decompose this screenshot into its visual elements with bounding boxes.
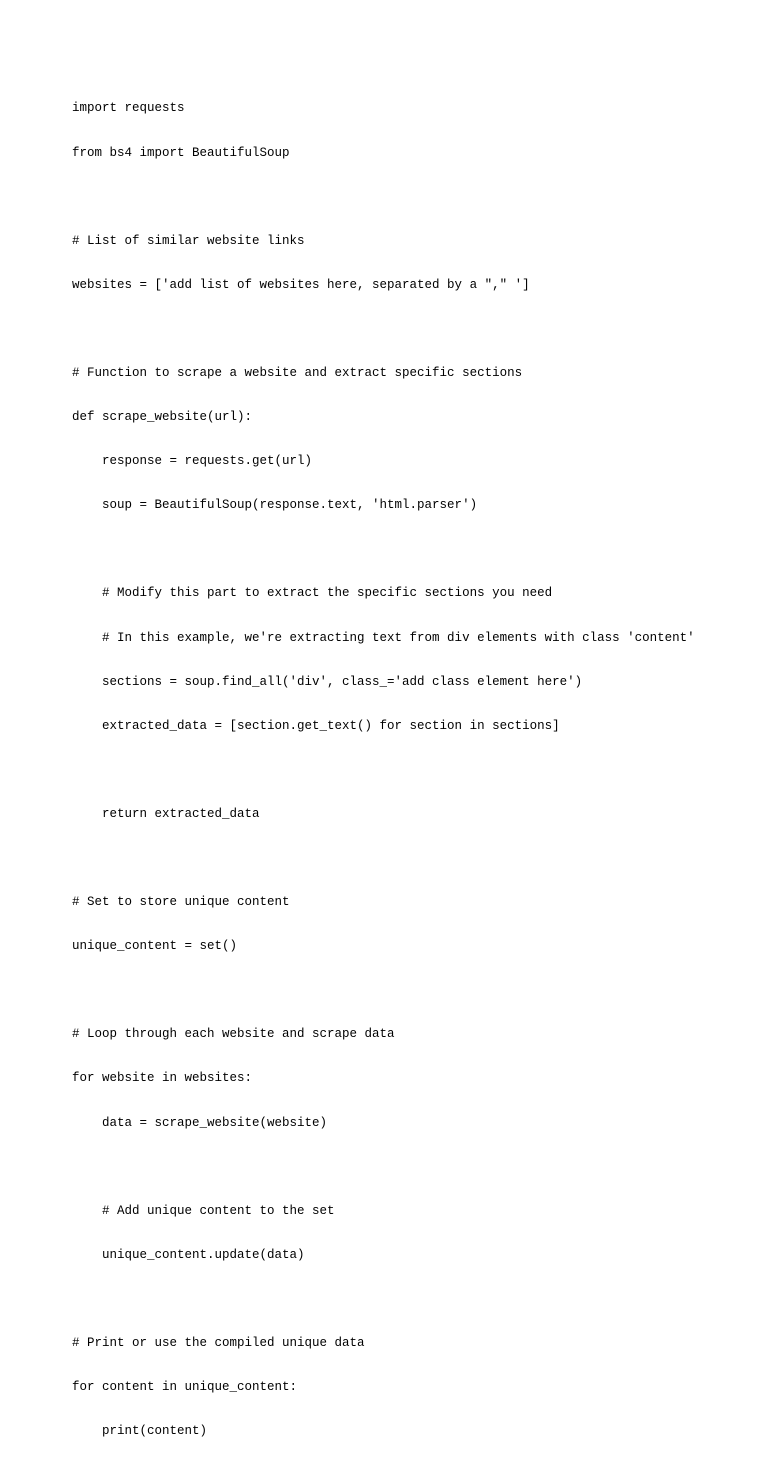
code-line: unique_content = set() — [72, 939, 238, 954]
code-line: def scrape_website(url): — [72, 410, 253, 425]
code-line — [72, 190, 695, 205]
code-line: return extracted_data — [72, 806, 260, 821]
code-line: websites = ['add list of websites here, separated by a "," '] — [72, 277, 530, 292]
code-line — [72, 851, 695, 866]
code-line — [72, 983, 695, 998]
code-line — [72, 1160, 695, 1175]
code-line — [72, 1292, 695, 1307]
code-line: soup = BeautifulSoup(response.text, 'html.parser') — [72, 498, 478, 513]
code-line: for content in unique_content: — [72, 1380, 298, 1395]
code-line: # Loop through each website and scrape data — [72, 1027, 395, 1042]
code-line: # Function to scrape a website and extract specific sections — [72, 365, 523, 380]
code-line: data = scrape_website(website) — [72, 1115, 328, 1130]
code-line: from bs4 import BeautifulSoup — [72, 145, 290, 160]
code-line — [72, 322, 695, 337]
code-line: unique_content.update(data) — [72, 1247, 305, 1262]
code-line: print(content) — [72, 1424, 208, 1439]
code-line: sections = soup.find_all('div', class_='add class element here') — [72, 674, 583, 689]
code-block — [72, 72, 695, 1468]
code-line: # Add unique content to the set — [72, 1203, 335, 1218]
code-line: response = requests.get(url) — [72, 454, 313, 469]
code-line: # Set to store unique content — [72, 895, 290, 910]
code-line: import requests — [72, 101, 185, 116]
code-line: # In this example, we're extracting text from div elements with class 'content' — [72, 630, 695, 645]
code-line — [72, 763, 695, 778]
code-line: # Print or use the compiled unique data — [72, 1336, 365, 1351]
code-line: # List of similar website links — [72, 233, 305, 248]
code-line: # Modify this part to extract the specific sections you need — [72, 586, 553, 601]
code-line: for website in websites: — [72, 1071, 253, 1086]
code-line: extracted_data = [section.get_text() for section in sections] — [72, 718, 560, 733]
code-line — [72, 542, 695, 557]
